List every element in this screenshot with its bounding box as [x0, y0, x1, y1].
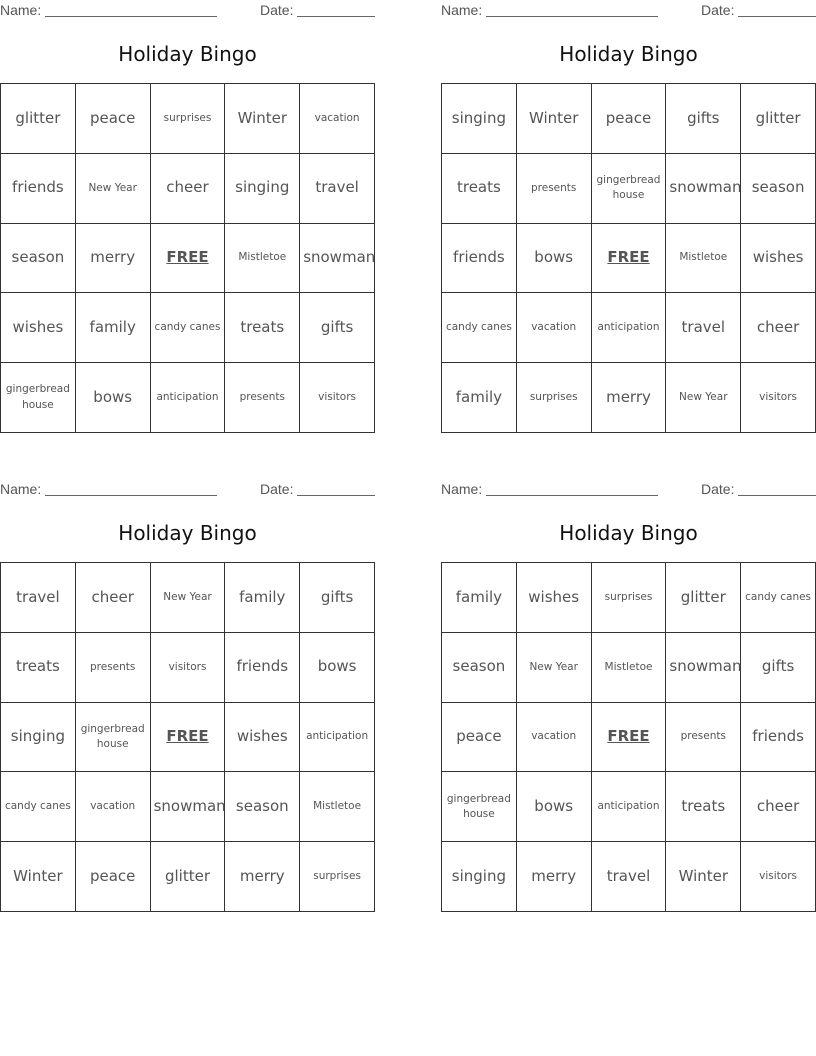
bingo-cell: cheer [150, 153, 225, 223]
bingo-card-4 [441, 479, 816, 914]
bingo-card-3 [0, 479, 375, 914]
bingo-cell: treats [442, 153, 517, 223]
name-label: Name: [441, 481, 483, 497]
bingo-cell: surprises [516, 363, 591, 433]
bingo-cell: Mistletoe [666, 223, 741, 293]
bingo-cell: wishes [516, 563, 591, 633]
bingo-cell: gingerbread house [591, 153, 666, 223]
bingo-cell: visitors [150, 632, 225, 702]
bingo-cell: friends [741, 702, 816, 772]
bingo-cell: visitors [300, 363, 375, 433]
bingo-cell: candy canes [741, 563, 816, 633]
bingo-row [442, 772, 816, 842]
date-blank-line [738, 16, 816, 17]
bingo-cell: family [442, 563, 517, 633]
bingo-row [1, 772, 375, 842]
bingo-cell: New Year [75, 153, 150, 223]
bingo-cell: season [225, 772, 300, 842]
bingo-cell: season [1, 223, 76, 293]
bingo-row [1, 223, 375, 293]
bingo-cell: New Year [516, 632, 591, 702]
bingo-row [1, 632, 375, 702]
bingo-row [442, 363, 816, 433]
bingo-cell: surprises [150, 84, 225, 154]
bingo-cell: bows [300, 632, 375, 702]
bingo-cell: gifts [300, 293, 375, 363]
bingo-cell: peace [75, 84, 150, 154]
bingo-cell: snowman [300, 223, 375, 293]
bingo-cell: season [741, 153, 816, 223]
bingo-cell: presents [225, 363, 300, 433]
bingo-cell: anticipation [591, 293, 666, 363]
bingo-cell: gifts [741, 632, 816, 702]
bingo-cell: presents [516, 153, 591, 223]
bingo-cell: vacation [300, 84, 375, 154]
bingo-cell: glitter [666, 563, 741, 633]
bingo-cell: travel [300, 153, 375, 223]
bingo-card-1 [0, 0, 375, 435]
bingo-cell: anticipation [150, 363, 225, 433]
bingo-cell: Mistletoe [300, 772, 375, 842]
bingo-cell: family [225, 563, 300, 633]
bingo-cell: presents [75, 632, 150, 702]
bingo-cell: glitter [150, 842, 225, 912]
bingo-cell: family [75, 293, 150, 363]
bingo-cell: candy canes [442, 293, 517, 363]
bingo-row [442, 563, 816, 633]
bingo-row [442, 293, 816, 363]
bingo-grid [441, 562, 816, 912]
bingo-row [442, 632, 816, 702]
bingo-cell: treats [225, 293, 300, 363]
free-space: FREE [150, 223, 225, 293]
bingo-cell: candy canes [150, 293, 225, 363]
bingo-cell: candy canes [1, 772, 76, 842]
date-blank-line [297, 16, 375, 17]
bingo-cell: New Year [150, 563, 225, 633]
bingo-cell: New Year [666, 363, 741, 433]
date-label: Date: [260, 481, 294, 497]
name-blank-line [486, 495, 658, 496]
bingo-cell: singing [442, 84, 517, 154]
bingo-cell: bows [516, 772, 591, 842]
bingo-cell: visitors [741, 842, 816, 912]
bingo-cell: snowman [666, 632, 741, 702]
bingo-cell: bows [75, 363, 150, 433]
bingo-cell: wishes [1, 293, 76, 363]
card-title: Holiday Bingo [118, 42, 257, 66]
bingo-cell: gifts [666, 84, 741, 154]
bingo-cell: treats [1, 632, 76, 702]
bingo-row [1, 84, 375, 154]
bingo-cell: merry [75, 223, 150, 293]
bingo-cell: glitter [1, 84, 76, 154]
bingo-cell: bows [516, 223, 591, 293]
date-label: Date: [701, 2, 735, 18]
bingo-cell: friends [1, 153, 76, 223]
bingo-cell: Mistletoe [591, 632, 666, 702]
bingo-cell: singing [1, 702, 76, 772]
bingo-cell: surprises [300, 842, 375, 912]
bingo-cell: travel [666, 293, 741, 363]
bingo-cell: wishes [225, 702, 300, 772]
bingo-row [1, 702, 375, 772]
bingo-cell: presents [666, 702, 741, 772]
name-label: Name: [441, 2, 483, 18]
bingo-grid [0, 562, 375, 912]
bingo-cell: gingerbread house [75, 702, 150, 772]
bingo-cell: vacation [516, 293, 591, 363]
bingo-cell: snowman [150, 772, 225, 842]
bingo-cell: gingerbread house [1, 363, 76, 433]
name-label: Name: [0, 481, 42, 497]
bingo-card-2 [441, 0, 816, 435]
bingo-row [442, 153, 816, 223]
date-label: Date: [701, 481, 735, 497]
name-label: Name: [0, 2, 42, 18]
free-space: FREE [591, 702, 666, 772]
bingo-cell: cheer [741, 772, 816, 842]
bingo-cell: travel [591, 842, 666, 912]
bingo-cell: gingerbread house [442, 772, 517, 842]
bingo-cell: Winter [1, 842, 76, 912]
card-title: Holiday Bingo [118, 521, 257, 545]
bingo-cell: merry [225, 842, 300, 912]
bingo-cell: peace [442, 702, 517, 772]
free-space: FREE [591, 223, 666, 293]
bingo-cell: vacation [75, 772, 150, 842]
bingo-cell: peace [591, 84, 666, 154]
bingo-grid [0, 83, 375, 433]
bingo-cell: friends [442, 223, 517, 293]
bingo-cell: surprises [591, 563, 666, 633]
bingo-row [442, 842, 816, 912]
date-label: Date: [260, 2, 294, 18]
bingo-cell: vacation [516, 702, 591, 772]
name-date-row [0, 481, 375, 499]
bingo-cell: anticipation [300, 702, 375, 772]
name-date-row [441, 2, 816, 20]
bingo-row [1, 563, 375, 633]
bingo-row [442, 702, 816, 772]
date-blank-line [297, 495, 375, 496]
date-blank-line [738, 495, 816, 496]
bingo-cell: visitors [741, 363, 816, 433]
card-title: Holiday Bingo [559, 521, 698, 545]
bingo-row [1, 153, 375, 223]
bingo-cell: travel [1, 563, 76, 633]
bingo-cell: Winter [225, 84, 300, 154]
bingo-cell: cheer [741, 293, 816, 363]
bingo-cell: wishes [741, 223, 816, 293]
bingo-cell: friends [225, 632, 300, 702]
name-blank-line [486, 16, 658, 17]
bingo-row [1, 363, 375, 433]
bingo-cell: Winter [516, 84, 591, 154]
bingo-cell: singing [442, 842, 517, 912]
name-blank-line [45, 16, 217, 17]
bingo-cell: merry [516, 842, 591, 912]
bingo-cell: season [442, 632, 517, 702]
bingo-row [1, 842, 375, 912]
bingo-cell: singing [225, 153, 300, 223]
bingo-row [442, 223, 816, 293]
bingo-cell: anticipation [591, 772, 666, 842]
free-space: FREE [150, 702, 225, 772]
bingo-cell: glitter [741, 84, 816, 154]
name-date-row [441, 481, 816, 499]
bingo-cell: Mistletoe [225, 223, 300, 293]
bingo-cell: gifts [300, 563, 375, 633]
bingo-row [1, 293, 375, 363]
bingo-cell: family [442, 363, 517, 433]
bingo-cell: cheer [75, 563, 150, 633]
bingo-grid [441, 83, 816, 433]
bingo-row [442, 84, 816, 154]
bingo-cell: peace [75, 842, 150, 912]
bingo-cell: snowman [666, 153, 741, 223]
bingo-cell: Winter [666, 842, 741, 912]
bingo-cell: merry [591, 363, 666, 433]
name-blank-line [45, 495, 217, 496]
name-date-row [0, 2, 375, 20]
bingo-cell: treats [666, 772, 741, 842]
card-title: Holiday Bingo [559, 42, 698, 66]
